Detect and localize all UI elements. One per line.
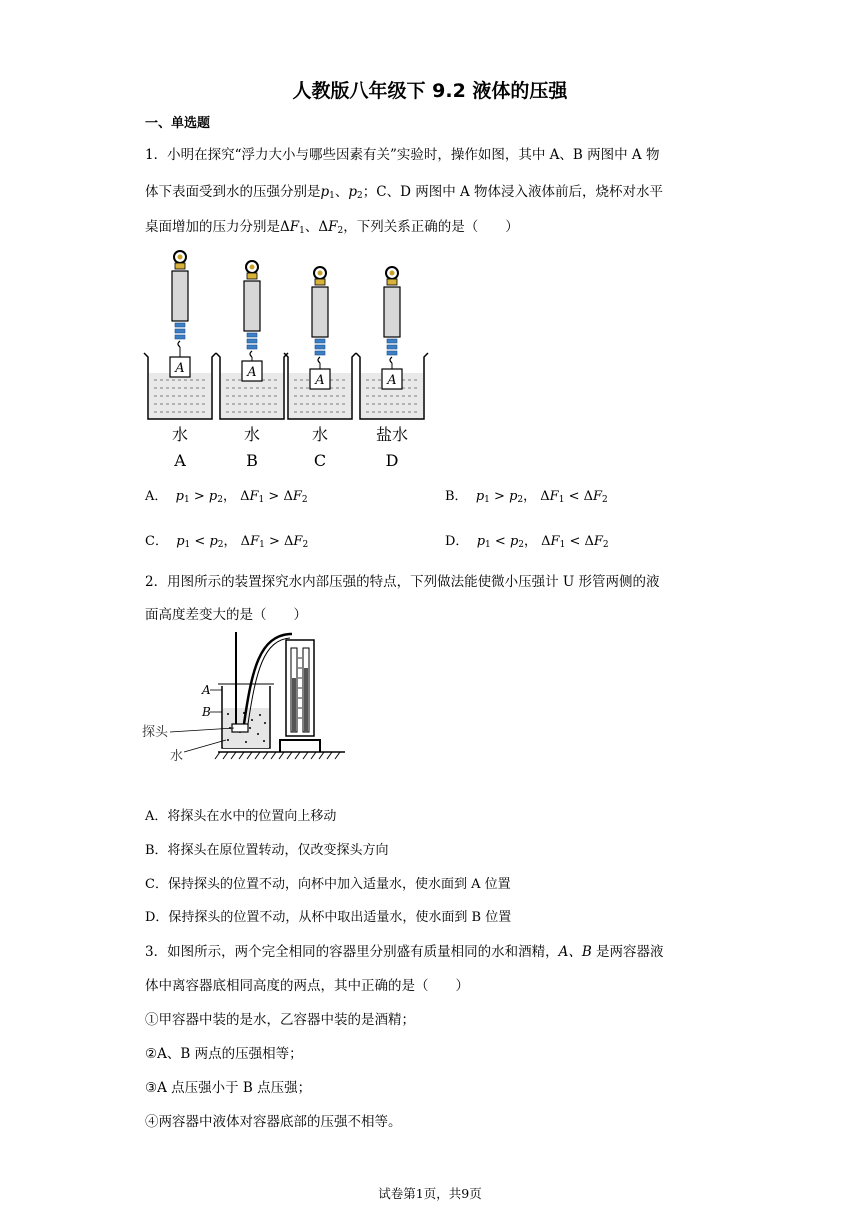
- q2-option-b[interactable]: B．将探头在原位置转动，仅改变探头方向: [145, 843, 389, 858]
- q1-line-2: 体下表面受到水的压强分别是$p_1$、$p_2$；C、D 两图中 A 物体浸入液体前后，烧杯对水平: [145, 184, 664, 201]
- page-footer: 试卷第1页，共9页: [378, 1186, 482, 1201]
- q3-item-3: ③A 点压强小于 B 点压强；: [145, 1080, 312, 1096]
- q3-item-1: ①甲容器中装的是水，乙容器中装的是酒精；: [145, 1012, 415, 1028]
- q2-option-a[interactable]: A．将探头在水中的位置向上移动: [145, 809, 337, 824]
- q3-line-2: 体中离容器底相同高度的两点，其中正确的是（ ）: [145, 978, 469, 994]
- q2-label-b: B: [202, 705, 211, 719]
- page-title: 人教版八年级下 9.2 液体的压强: [292, 80, 568, 102]
- q2-label-a: A: [202, 683, 211, 697]
- q2-option-c[interactable]: C．保持探头的位置不动，向杯中加入适量水，使水面到 A 位置: [145, 877, 511, 892]
- q1-apparatus-c: [284, 267, 356, 470]
- q2-line-2: 面高度差变大的是（ ）: [145, 607, 307, 623]
- q1-block-label: A: [315, 373, 325, 388]
- q1-apparatus-d: [356, 267, 428, 470]
- q1-apparatus-a: [144, 251, 216, 470]
- q1-line-1: 1．小明在探究“浮力大小与哪些因素有关”实验时，操作如图，其中 A、B 两图中 A 物: [145, 147, 660, 163]
- q2-figure: [140, 628, 350, 768]
- q2-label-water: 水: [170, 749, 184, 764]
- q1-liquid-label: 水: [171, 425, 189, 444]
- q1-liquid-label: 盐水: [375, 425, 409, 444]
- q1-block-label: A: [247, 365, 257, 380]
- q1-option-b[interactable]: B． $p_1 > p_2$， $\Delta F_1 < \Delta F_2$: [445, 489, 608, 505]
- q1-p1: p: [320, 184, 330, 200]
- q1-block-label: A: [387, 373, 397, 388]
- q1-option-d[interactable]: D． $p_1 < p_2$， $\Delta F_1 < \Delta F_2$: [445, 534, 609, 550]
- q3-item-2: ②A、B 两点的压强相等；: [145, 1046, 303, 1062]
- q1-figure-letter: C: [313, 451, 327, 470]
- section-heading: 一、单选题: [145, 116, 211, 131]
- q3-item-4: ④两容器中液体对容器底部的压强不相等。: [145, 1114, 402, 1130]
- q1-option-c[interactable]: C． $p_1 < p_2$， $\Delta F_1 > \Delta F_2$: [145, 534, 309, 550]
- q1-block-label: A: [175, 361, 185, 376]
- q1-figure-letter: D: [385, 451, 399, 470]
- q1-p2: p: [348, 184, 358, 200]
- q1-option-a[interactable]: A． $p_1 > p_2$， $\Delta F_1 > \Delta F_2$: [145, 489, 308, 505]
- q1-liquid-label: 水: [243, 425, 261, 444]
- q1-figure-letter: A: [174, 451, 186, 470]
- q2-line-1: 2．用图所示的装置探究水内部压强的特点，下列做法能使微小压强计 U 形管两侧的液: [145, 574, 660, 590]
- q1-liquid-label: 水: [311, 425, 329, 444]
- q2-option-d[interactable]: D．保持探头的位置不动，从杯中取出适量水，使水面到 B 位置: [145, 910, 512, 925]
- q1-figure-letter: B: [246, 451, 258, 470]
- q1-line-3: 桌面增加的压力分别是$\Delta F_1$、$\Delta F_2$，下列关系正确的是（ ）: [145, 219, 519, 236]
- q2-label-probe: 探头: [142, 725, 169, 740]
- q1-figure: [140, 245, 430, 475]
- q1-apparatus-b: [216, 261, 288, 470]
- q3-line-1: 3．如图所示，两个完全相同的容器里分别盛有质量相同的水和酒精，A、B 是两容器液: [145, 944, 664, 960]
